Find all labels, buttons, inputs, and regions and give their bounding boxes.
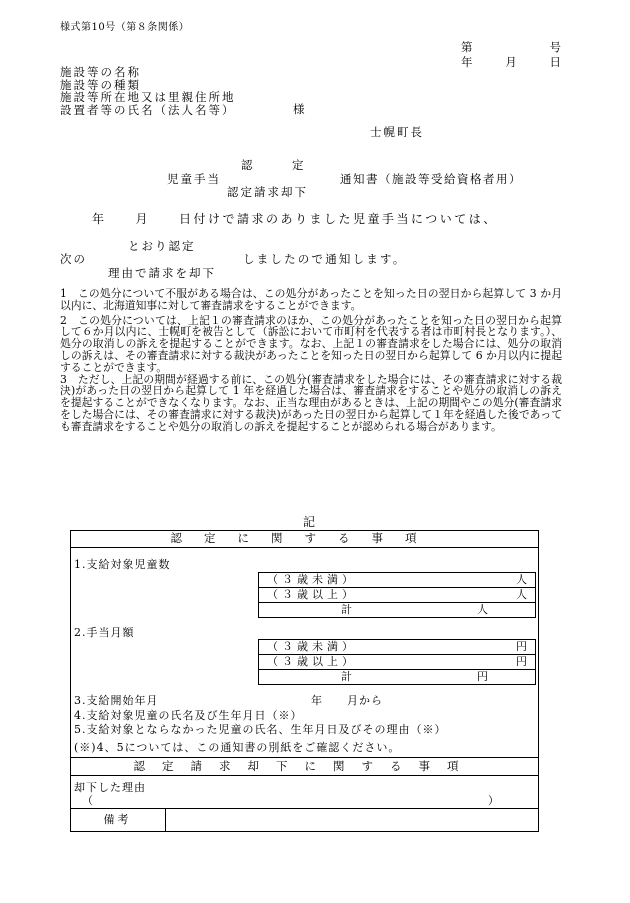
- rejection-reason-label: 却下した理由: [74, 781, 146, 794]
- addressee-address: 施設等所在地又は里親住所地: [60, 90, 236, 104]
- addressee-block: [60, 65, 307, 117]
- addressee-facility-type: 施設等の種類: [60, 77, 141, 92]
- reference-number-block: [461, 40, 561, 70]
- remarks-row: [70, 808, 539, 832]
- approval-section-header: 認定に関する事項: [70, 530, 539, 548]
- child-count-under3: （３歳未満） 人: [259, 573, 535, 588]
- title-prefix: 児童手当: [167, 172, 221, 186]
- addressee-honorific: 様: [293, 102, 307, 116]
- child-count-total: 計 人: [341, 603, 488, 616]
- title-suffix: 通知書（施設等受給資格者用）: [340, 172, 522, 186]
- amount-under3: （３歳未満） 円: [259, 640, 535, 655]
- amount-total: 計 円: [341, 670, 488, 683]
- addressee-founder-name: 設置者等の氏名（法人名等）: [60, 102, 236, 117]
- item-monthly-amount: 2.手当月額: [74, 626, 135, 639]
- ki-heading: 記: [303, 515, 316, 529]
- monthly-amount-box: [258, 639, 536, 685]
- body-line1: 年 月 日付けで請求のありました児童手当については、: [92, 212, 498, 226]
- reason-paren-close: ）: [488, 794, 499, 807]
- note-2: 2 この処分については、上記１の審査請求のほか、この処分があったことを知った日の翌日から起算して６か月以内に、士幌町を被告として（訴訟において市町村を代表する者は市町村長となります。）、処分の取消しの訴えを提起することができます。なお、上記１の審査請求をした場合には、処分の取消しの訴えは、その審査請求に対する裁決があったことを知った日の翌日から起算して 6 か月以内に提起することができます。: [60, 313, 562, 374]
- sender-name: 士幌町長: [370, 125, 424, 139]
- rejection-section-header: 認定請求却下に関する事項: [70, 757, 539, 776]
- item-child-names: 4.支給対象児童の氏名及び生年月日（※）: [74, 709, 303, 722]
- child-count-over3: （３歳以上） 人: [259, 588, 535, 603]
- title-kyakka: 認定請求却下: [227, 185, 308, 199]
- item-start-month: 3.支給開始年月: [74, 694, 159, 707]
- note-3: 3 ただし、上記の期間が経過する前に、この処分(審査請求をした場合には、その審査請求に対する裁決)があった日の翌日から起算して 1 年を経過した場合は、審査請求をすることや処分の取消しの訴えを提起することができなくなります。なお、正当な理由があるときは、上記の期間やこの処分(審査請求をした場合には、その審査請求に対する裁決)があった日の翌日から起算して１年を経過した後であっても審査請求をすることや処分の取消しの訴えを提起することが認められる場合があります。: [60, 372, 562, 433]
- note-1: 1 この処分について不服がある場合は、この処分があったことを知った日の翌日から起算して 3 か月以内に、北海道知事に対して審査請求をすることができます。: [60, 287, 562, 312]
- addressee-facility-name: 施設等の名称: [60, 65, 141, 79]
- item-start-month-value: 年 月から: [311, 694, 383, 707]
- item-ineligible-children: 5.支給対象とならなかった児童の氏名、生年月日及びその理由（※）: [74, 723, 447, 736]
- body-option-approve: とおり認定: [128, 239, 196, 253]
- remarks-label: 備考: [70, 809, 166, 832]
- reference-date: 年 月 日: [461, 55, 561, 69]
- body-tail: しましたので通知します。: [243, 252, 407, 266]
- reference-number: 第 号: [461, 40, 561, 54]
- table-note: (※)4、5については、この通知書の別紙をご確認ください。: [74, 741, 401, 754]
- body-tsugi: 次の: [60, 252, 87, 266]
- form-number: 様式第10号（第８条関係）: [60, 22, 190, 33]
- title-nintei: 認 定: [241, 158, 318, 172]
- amount-over3: （３歳以上） 円: [259, 655, 535, 670]
- appeal-notes: [60, 288, 562, 433]
- body-option-reject: 理由で請求を却下: [108, 266, 216, 280]
- child-count-box: [258, 572, 536, 618]
- item-child-count: 1.支給対象児童数: [74, 558, 171, 571]
- reason-paren-open: （: [82, 794, 93, 807]
